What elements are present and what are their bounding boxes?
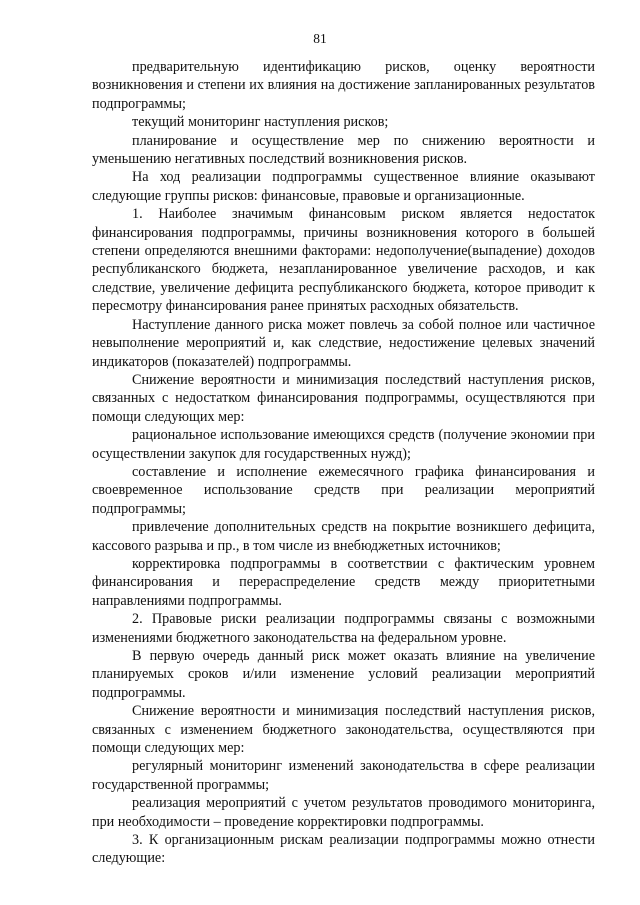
paragraph: 1. Наиболее значимым финансовым риском является недостаток финансирования подпрограммы, причины возникновения которого в большей степени определяются внешними факторами: недополучение(выпадение) доходов республиканского бюджета, незапланированное увеличение расходов, и как следствие, увеличение дефицита республиканского бюджета, которое приводит к пересмотру финансирования ранее принятых расходных обязательств. [92, 206, 595, 315]
paragraph: регулярный мониторинг изменений законодательства в сфере реализации государственной программы; [92, 758, 595, 793]
paragraph: составление и исполнение ежемесячного графика финансирования и своевременное использование средств при реализации мероприятий подпрограммы; [92, 463, 595, 517]
document-body [92, 58, 595, 868]
paragraph: реализация мероприятий с учетом результатов проводимого мониторинга, при необходимости – проведение корректировки подпрограммы. [92, 795, 595, 830]
paragraph: привлечение дополнительных средств на покрытие возникшего дефицита, кассового разрыва и пр., в том числе из внебюджетных источников; [92, 519, 595, 554]
paragraph: В первую очередь данный риск может оказать влияние на увеличение планируемых сроков и/или изменение условий реализации мероприятий подпрограммы. [92, 648, 595, 701]
paragraph: предварительную идентификацию рисков, оценку вероятности возникновения и степени их влияния на достижение запланированных результатов подпрограммы; [92, 59, 595, 112]
paragraph: На ход реализации подпрограммы существенное влияние оказывают следующие группы рисков: финансовые, правовые и организационные. [92, 169, 595, 204]
paragraph: текущий мониторинг наступления рисков; [132, 114, 389, 131]
paragraph: 3. К организационным рискам реализации подпрограммы можно отнести следующие: [92, 832, 595, 867]
paragraph: рациональное использование имеющихся средств (получение экономии при осуществлении закупок для государственных нужд); [92, 427, 595, 462]
paragraph: корректировка подпрограммы в соответствии с фактическим уровнем финансирования и перераспределение средств между приоритетными направлениями подпрограммы. [92, 555, 595, 609]
paragraph: Снижение вероятности и минимизация последствий наступления рисков, связанных с недостатком финансирования подпрограммы, осуществляются при помощи следующих мер: [92, 371, 595, 425]
paragraph: Наступление данного риска может повлечь за собой полное или частичное невыполнение мероприятий и, как следствие, недостижение целевых значений индикаторов (показателей) подпрограммы. [92, 316, 595, 370]
page-number: 81 [313, 31, 327, 46]
paragraph: планирование и осуществление мер по снижению вероятности и уменьшению негативных последствий возникновения рисков. [92, 132, 595, 168]
paragraph: Снижение вероятности и минимизация последствий наступления рисков, связанных с изменением бюджетного законодательства, осуществляются при помощи следующих мер: [92, 703, 595, 757]
paragraph: 2. Правовые риски реализации подпрограммы связаны с возможными изменениями бюджетного законодательства на федеральном уровне. [92, 611, 595, 646]
